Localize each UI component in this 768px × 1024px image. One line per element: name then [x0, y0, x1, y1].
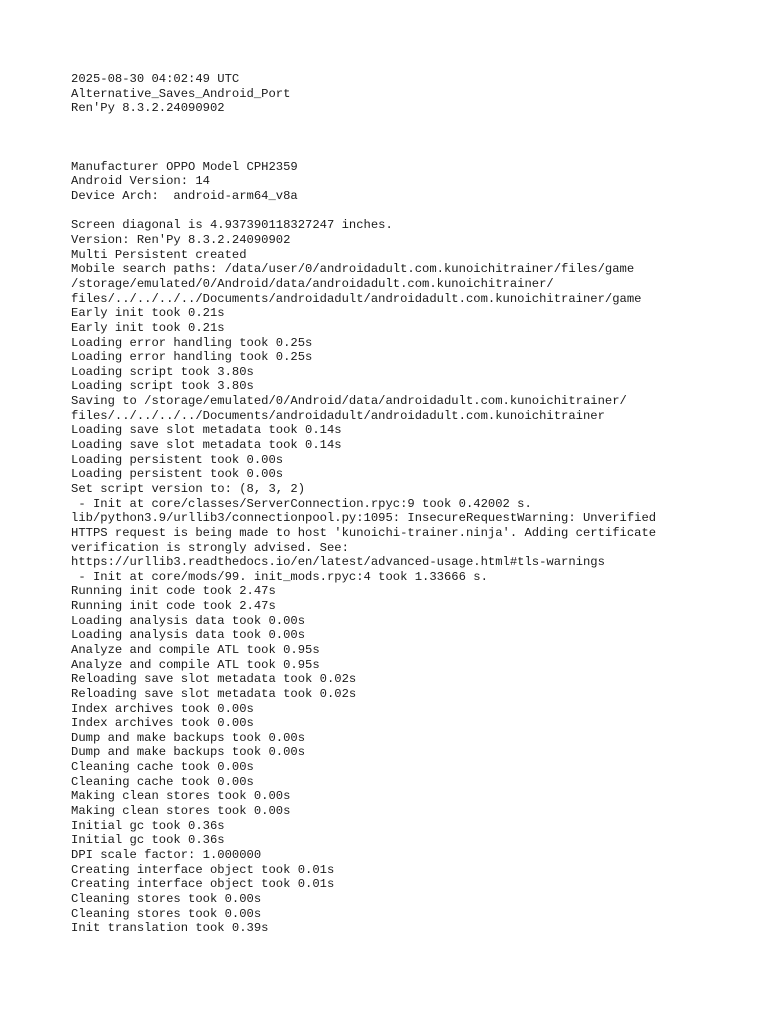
log-line: Dump and make backups took 0.00s: [71, 730, 306, 745]
log-line: Running init code took 2.47s: [71, 599, 276, 614]
log-line: Screen diagonal is 4.937390118327247 inches.: [71, 218, 393, 233]
log-line: Loading error handling took 0.25s: [71, 335, 313, 350]
log-line: Initial gc took 0.36s: [71, 833, 225, 848]
log-line: [71, 131, 656, 146]
log-line: Multi Persistent created: [71, 247, 247, 262]
log-line: Loading analysis data took 0.00s: [71, 628, 306, 643]
log-line: Init translation took 0.39s: [71, 921, 269, 936]
log-line: Analyze and compile ATL took 0.95s: [71, 657, 320, 672]
log-line: Early init took 0.21s: [71, 320, 225, 335]
log-line: Set script version to: (8, 3, 2): [71, 481, 306, 496]
log-line: Initial gc took 0.36s: [71, 818, 225, 833]
log-line: Alternative_Saves_Android_Port: [71, 86, 291, 101]
log-line: Manufacturer OPPO Model CPH2359: [71, 159, 298, 174]
log-line: Cleaning stores took 0.00s: [71, 906, 262, 921]
log-line: - Init at core/mods/99. init_mods.rpyc:4 took 1.33666 s.: [71, 569, 488, 584]
log-line: Early init took 0.21s: [71, 306, 225, 321]
log-line: [71, 204, 656, 219]
log-line: DPI scale factor: 1.000000: [71, 847, 262, 862]
log-line: Android Version: 14: [71, 174, 210, 189]
log-line: Cleaning stores took 0.00s: [71, 891, 262, 906]
log-line: files/../../../../Documents/androidadult/androidadult.com.kunoichitrainer: [71, 408, 605, 423]
log-line: Device Arch: android-arm64_v8a: [71, 189, 298, 204]
log-line: Cleaning cache took 0.00s: [71, 774, 254, 789]
log-line: Index archives took 0.00s: [71, 701, 254, 716]
log-line: Ren'Py 8.3.2.24090902: [71, 101, 225, 116]
log-line: Version: Ren'Py 8.3.2.24090902: [71, 233, 291, 248]
log-line: Saving to /storage/emulated/0/Android/data/androidadult.com.kunoichitrainer/: [71, 394, 627, 409]
log-line: Cleaning cache took 0.00s: [71, 760, 254, 775]
log-line: Creating interface object took 0.01s: [71, 877, 335, 892]
log-line: /storage/emulated/0/Android/data/androidadult.com.kunoichitrainer/: [71, 276, 554, 291]
log-line: files/../../../../Documents/androidadult/androidadult.com.kunoichitrainer/game: [71, 291, 642, 306]
log-line: Analyze and compile ATL took 0.95s: [71, 642, 320, 657]
log-line: https://urllib3.readthedocs.io/en/latest/advanced-usage.html#tls-warnings: [71, 555, 605, 570]
log-line: Dump and make backups took 0.00s: [71, 745, 306, 760]
log-line: [71, 116, 656, 131]
log-line: Reloading save slot metadata took 0.02s: [71, 672, 357, 687]
log-line: [71, 145, 656, 160]
log-line: Loading script took 3.80s: [71, 364, 254, 379]
log-line: Running init code took 2.47s: [71, 584, 276, 599]
log-line: Loading save slot metadata took 0.14s: [71, 438, 342, 453]
log-line: Loading persistent took 0.00s: [71, 452, 284, 467]
log-line: - Init at core/classes/ServerConnection.rpyc:9 took 0.42002 s.: [71, 496, 532, 511]
log-line: Index archives took 0.00s: [71, 716, 254, 731]
log-line: HTTPS request is being made to host 'kunoichi-trainer.ninja'. Adding certificate: [71, 525, 657, 540]
log-line: Making clean stores took 0.00s: [71, 804, 291, 819]
log-line: 2025-08-30 04:02:49 UTC: [71, 72, 240, 86]
log-line: Loading analysis data took 0.00s: [71, 613, 306, 628]
log-line: verification is strongly advised. See:: [71, 540, 349, 555]
log-line: Making clean stores took 0.00s: [71, 789, 291, 804]
log-line: Creating interface object took 0.01s: [71, 862, 335, 877]
log-line: Loading persistent took 0.00s: [71, 467, 284, 482]
log-line: Loading error handling took 0.25s: [71, 350, 313, 365]
log-line: Reloading save slot metadata took 0.02s: [71, 686, 357, 701]
log-line: Loading save slot metadata took 0.14s: [71, 423, 342, 438]
log-line: lib/python3.9/urllib3/connectionpool.py:1095: InsecureRequestWarning: Unverified: [71, 511, 657, 526]
log-line: Loading script took 3.80s: [71, 379, 254, 394]
log-line: Mobile search paths: /data/user/0/androidadult.com.kunoichitrainer/files/game: [71, 262, 635, 277]
log-text: [71, 72, 656, 936]
